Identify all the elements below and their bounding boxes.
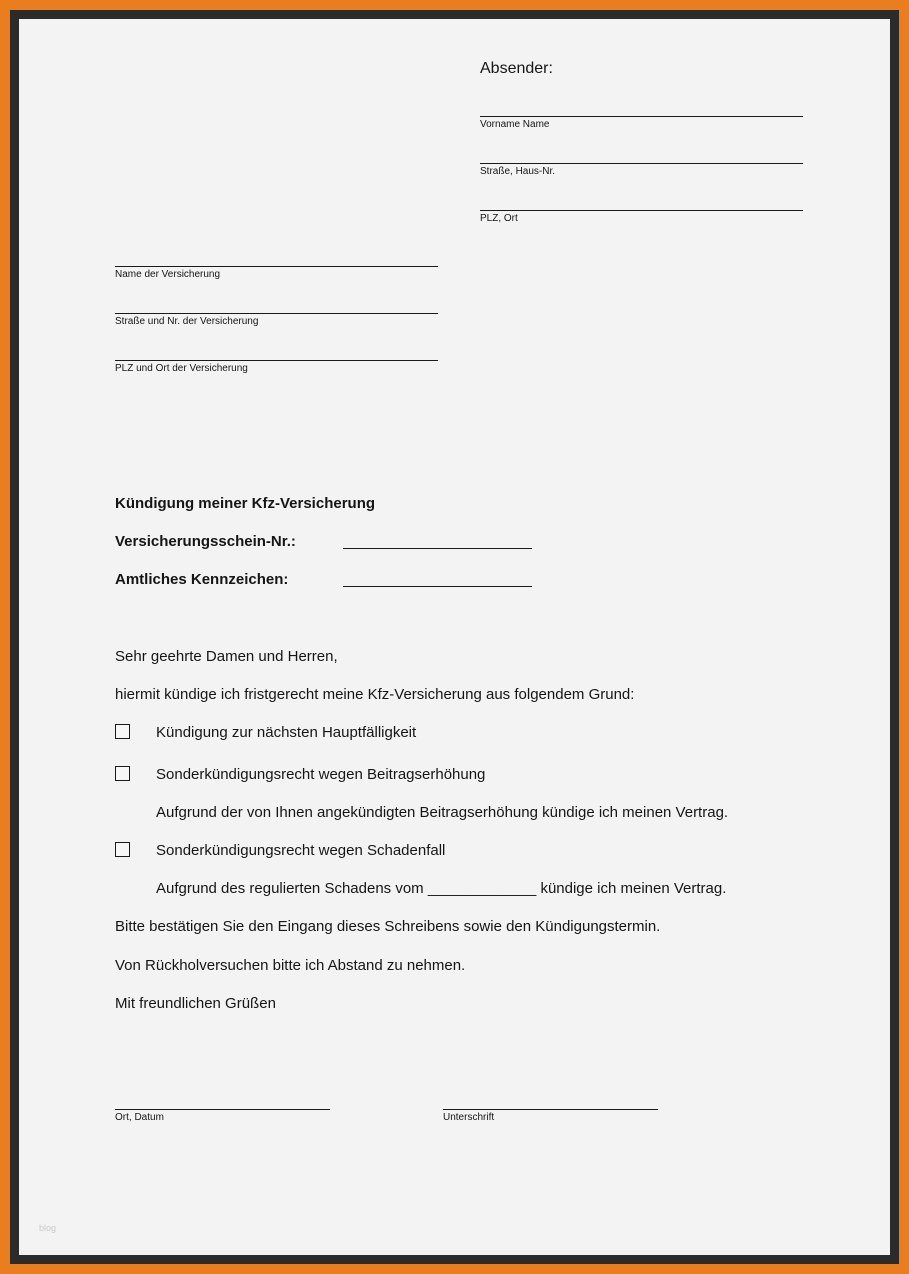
recipient-city-line	[115, 360, 438, 361]
recipient-city-label: PLZ und Ort der Versicherung	[115, 363, 248, 374]
sender-name-label: Vorname Name	[480, 119, 550, 130]
sender-city-line	[480, 210, 803, 211]
confirmation-request: Bitte bestätigen Sie den Eingang dieses Schreibens sowie den Kündigungstermin.	[115, 918, 661, 935]
option-damage-case: Sonderkündigungsrecht wegen Schadenfall	[156, 842, 446, 859]
checkbox-damage-case[interactable]	[115, 842, 130, 857]
checkbox-premium-increase[interactable]	[115, 766, 130, 781]
policy-number-label: Versicherungsschein-Nr.:	[115, 533, 296, 550]
sender-city-label: PLZ, Ort	[480, 213, 518, 224]
signature-label: Unterschrift	[443, 1112, 495, 1123]
checkbox-main-due-date[interactable]	[115, 724, 130, 739]
letter-sheet	[19, 19, 890, 1255]
closing-greeting: Mit freundlichen Grüßen	[115, 995, 276, 1012]
recipient-street-label: Straße und Nr. der Versicherung	[115, 316, 259, 327]
retention-request: Von Rückholversuchen bitte ich Abstand zu nehmen.	[115, 957, 466, 974]
premium-increase-detail: Aufgrund der von Ihnen angekündigten Beitragserhöhung kündige ich meinen Vertrag.	[156, 804, 729, 821]
license-plate-label: Amtliches Kennzeichen:	[115, 571, 289, 588]
damage-case-detail: Aufgrund des regulierten Schadens vom _____________ kündige ich meinen Vertrag.	[156, 880, 727, 897]
recipient-street-line	[115, 313, 438, 314]
policy-number-line	[343, 548, 532, 549]
sender-title: Absender:	[480, 60, 553, 77]
signature-line	[443, 1109, 658, 1110]
subject-title: Kündigung meiner Kfz-Versicherung	[115, 495, 376, 512]
license-plate-line	[343, 586, 532, 587]
recipient-name-line	[115, 266, 438, 267]
option-main-due-date: Kündigung zur nächsten Hauptfälligkeit	[156, 724, 417, 741]
watermark-text: blog	[39, 1223, 57, 1233]
salutation: Sehr geehrte Damen und Herren,	[115, 648, 338, 665]
place-date-line	[115, 1109, 330, 1110]
sender-street-label: Straße, Haus-Nr.	[480, 166, 556, 177]
intro-text: hiermit kündige ich fristgerecht meine Kfz-Versicherung aus folgendem Grund:	[115, 686, 635, 703]
place-date-label: Ort, Datum	[115, 1112, 164, 1123]
sender-name-line	[480, 116, 803, 117]
sender-street-line	[480, 163, 803, 164]
recipient-name-label: Name der Versicherung	[115, 269, 221, 280]
option-premium-increase: Sonderkündigungsrecht wegen Beitragserhöhung	[156, 766, 486, 783]
